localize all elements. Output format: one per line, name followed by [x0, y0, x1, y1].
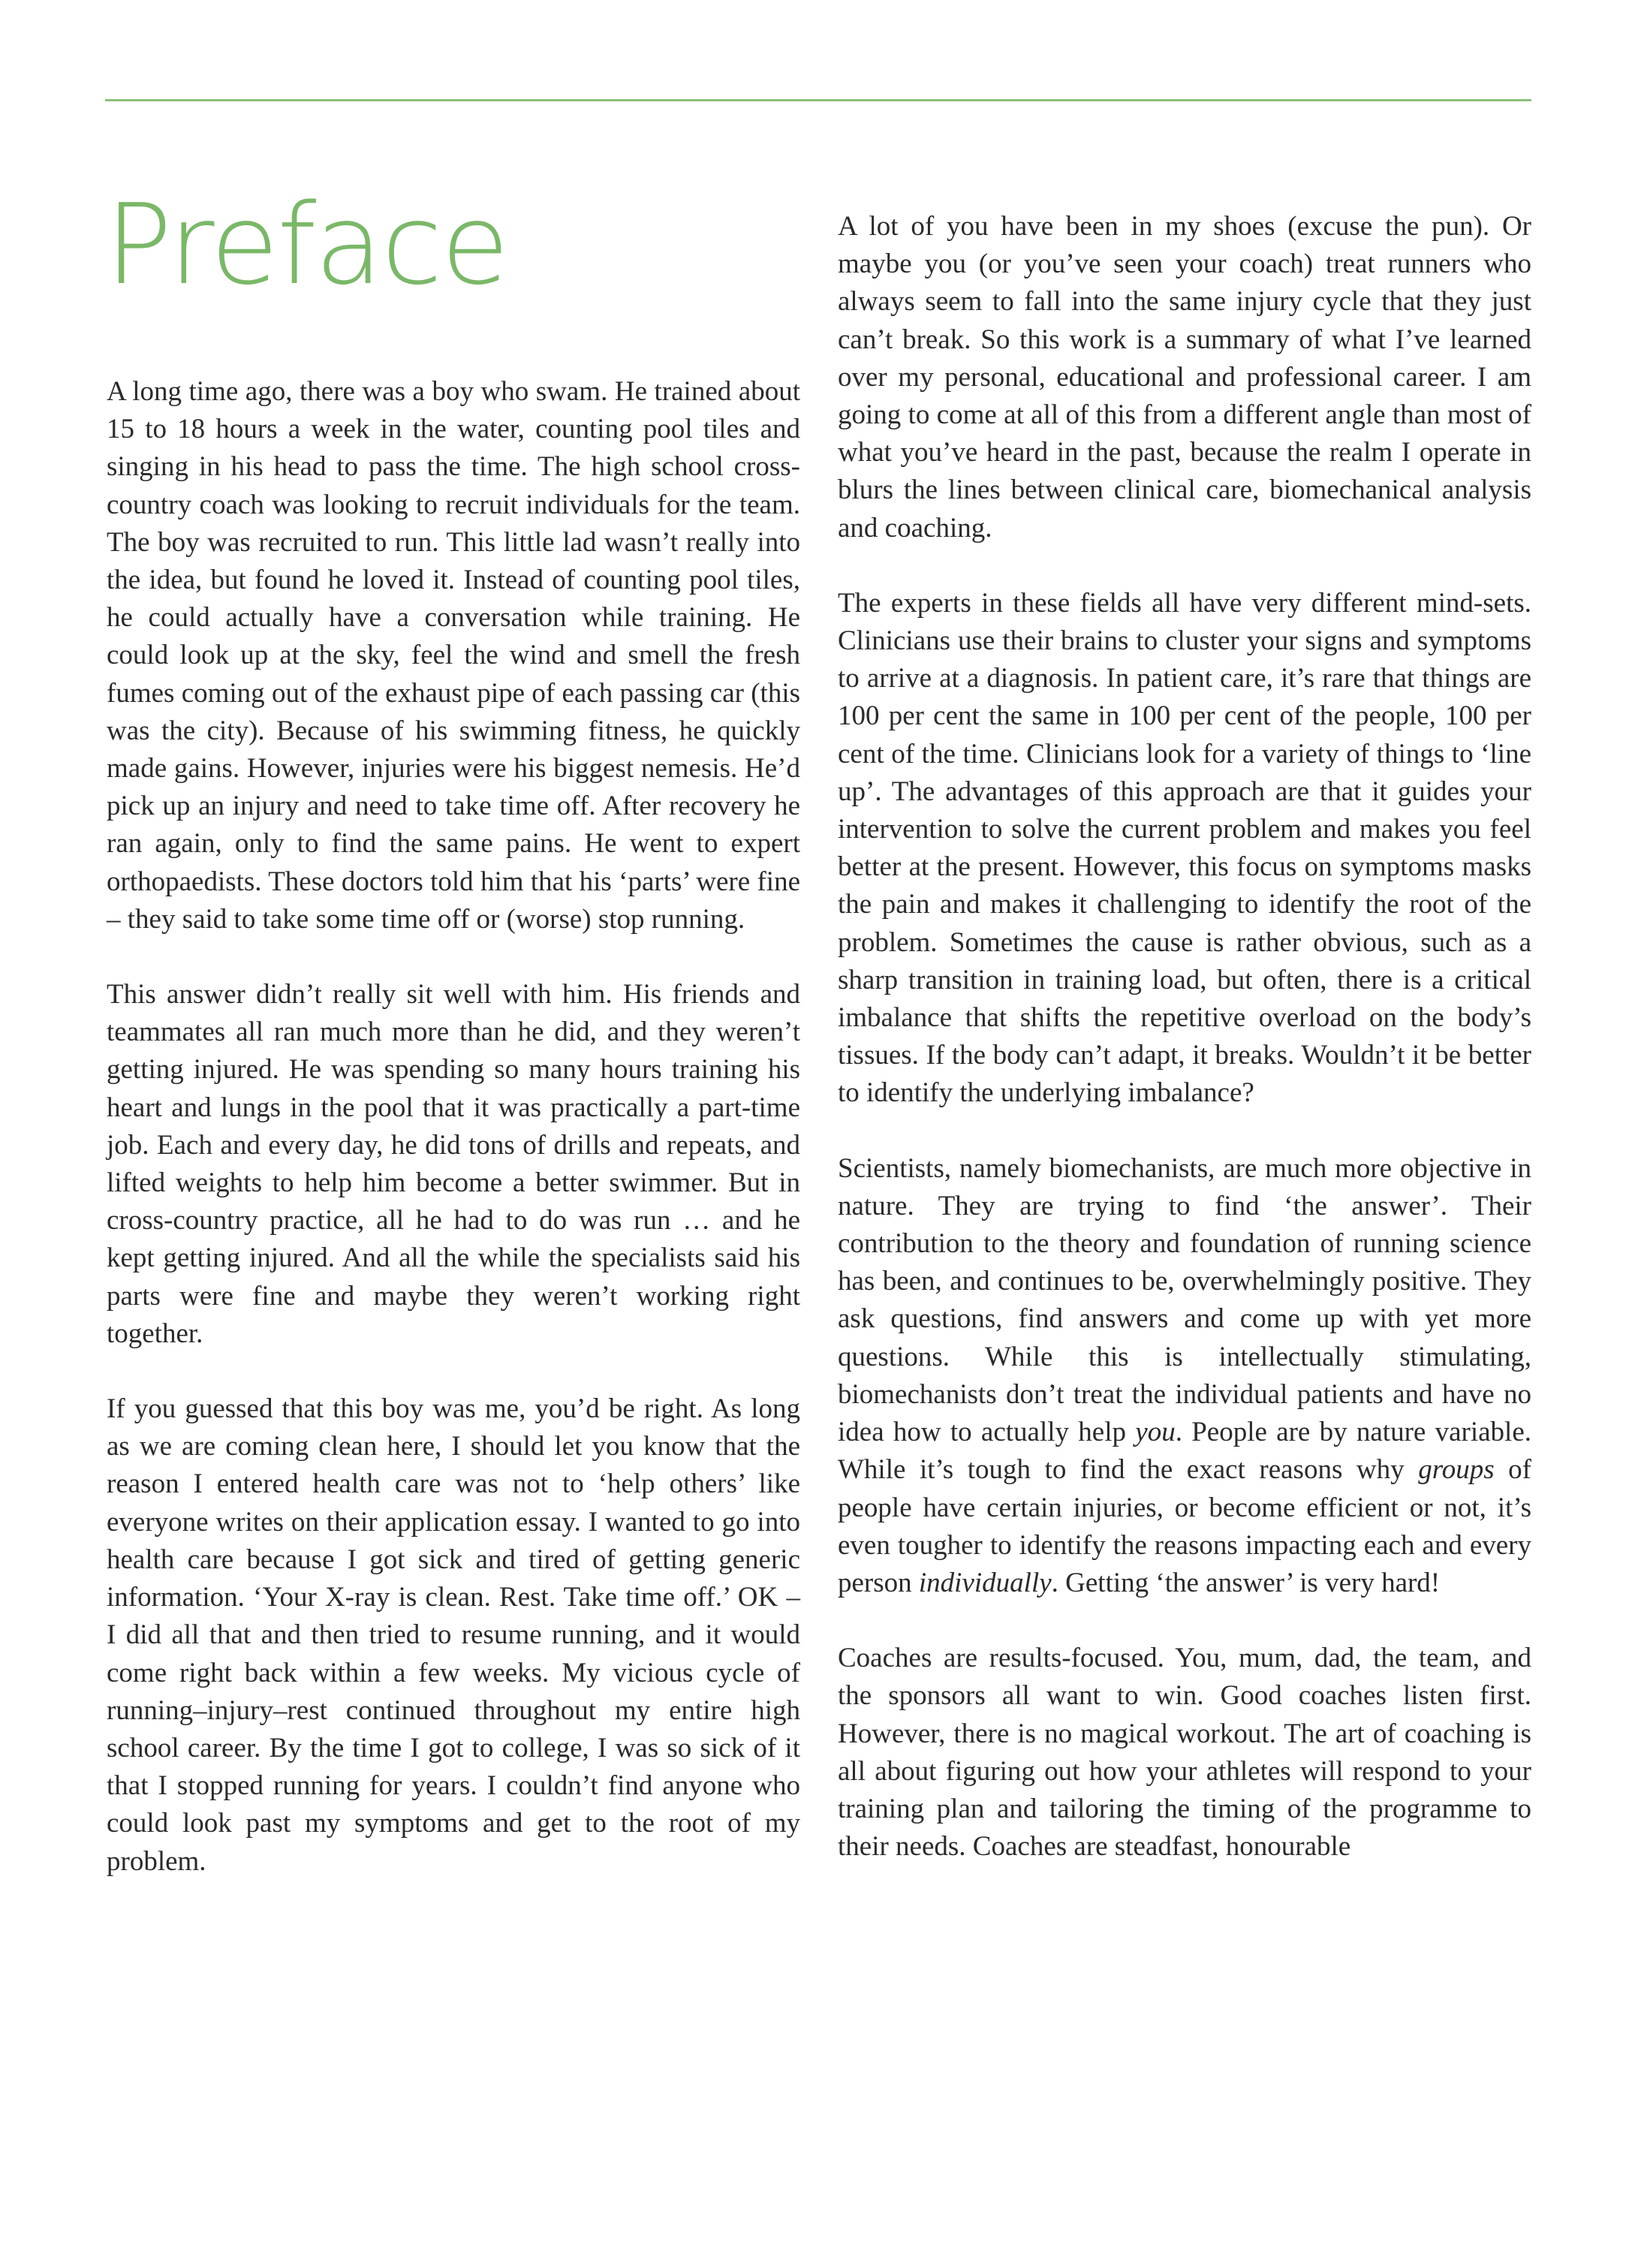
- emphasis-individually: individually: [918, 1567, 1052, 1598]
- text-run: Scientists, namely biomechanists, are much more objective in nature. They are trying to find ‘the answer’. Their contribution to the theory and foundation of running science has been, and continues to be, overwhelmingly positive. They ask questions, find answers and come up with yet more questions. While this is intellectually stimulating, biomechanists don’t treat the individual patients and have no idea how to actually help: [838, 1152, 1531, 1448]
- left-column: [107, 373, 800, 1881]
- paragraph: A long time ago, there was a boy who swam. He trained about 15 to 18 hours a week in the water, counting pool tiles and singing in his head to pass the time. The high school cross-country coach was looking to recruit individuals for the team. The boy was recruited to run. This little lad wasn’t really into the idea, but found he loved it. Instead of counting pool tiles, he could actually have a conversation while training. He could look up at the sky, feel the wind and smell the fresh fumes coming out of the exhaust pipe of each passing car (this was the city). Because of his swimming fitness, he quickly made gains. However, injuries were his biggest nemesis. He’d pick up an injury and need to take time off. After recovery he ran again, only to find the same pains. He went to expert orthopaedists. These doctors told him that his ‘parts’ were fine – they said to take some time off or (worse) stop running.: [107, 376, 800, 935]
- emphasis-you: you: [1135, 1417, 1176, 1448]
- text-run: of people have certain injuries, or become efficient or not, it’s even tougher to identify the reasons impacting each and every person: [838, 1454, 1531, 1598]
- paragraph: A lot of you have been in my shoes (excuse the pun). Or maybe you (or you’ve seen your coach) treat runners who always seem to fall into the same injury cycle that they just can’t break. So this work is a summary of what I’ve learned over my personal, educational and professional career. I am going to come at all of this from a different angle than most of what you’ve heard in the past, because the realm I operate in blurs the lines between clinical care, biomechanical analysis and coaching.: [838, 211, 1531, 544]
- paragraph: Coaches are results-focused. You, mum, dad, the team, and the sponsors all want to win. Good coaches listen first. However, there is no magical workout. The art of coaching is all about figuring out how your athletes will respond to your training plan and tailoring the timing of the programme to their needs. Coaches are steadfast, honourable: [838, 1643, 1531, 1863]
- emphasis-groups: groups: [1418, 1454, 1495, 1486]
- paragraph: The experts in these fields all have very different mind-sets. Clinicians use their brains to cluster your signs and symptoms to arrive at a diagnosis. In patient care, it’s rare that things are 100 per cent the same in 100 per cent of the people, 100 per cent of the time. Clinicians look for a variety of things to ‘line up’. The advantages of this approach are that it guides your intervention to solve the current problem and makes you feel better at the present. However, this focus on symptoms masks the pain and makes it challenging to identify the root of the problem. Sometimes the cause is rather obvious, such as a sharp transition in training load, but often, there is a critical imbalance that shifts the repetitive overload on the body’s tissues. If the body can’t adapt, it breaks. Wouldn’t it be better to identify the underlying imbalance?: [838, 587, 1531, 1109]
- paragraph: This answer didn’t really sit well with him. His friends and teammates all ran much more than he did, and they weren’t getting injured. He was spending so many hours training his heart and lungs in the pool that it was practically a part-time job. Each and every day, he did tons of drills and repeats, and lifted weights to help him become a better swimmer. But in cross-country practice, all he had to do was run … and he kept getting injured. And all the while the specialists said his parts were fine and maybe they weren’t working right together.: [107, 979, 800, 1349]
- text-run: . Getting ‘the answer’ is very hard!: [1051, 1567, 1441, 1598]
- right-column: [838, 208, 1531, 1866]
- paragraph: [838, 1150, 1531, 1602]
- paragraph: If you guessed that this boy was me, you’d be right. As long as we are coming clean here, I should let you know that the reason I entered health care was not to ‘help others’ like everyone writes on their application essay. I wanted to go into health care because I got sick and tired of getting generic information. ‘Your X-ray is clean. Rest. Take time off.’ OK – I did all that and then tried to resume running, and it would come right back within a few weeks. My vicious cycle of running–injury–rest continued throughout my entire high school career. By the time I got to college, I was so sick of it that I stopped running for years. I couldn’t find anyone who could look past my symptoms and get to the root of my problem.: [107, 1393, 800, 1877]
- header-rule: [105, 99, 1531, 101]
- page-title: Preface: [105, 180, 508, 309]
- text-run: . People are by nature variable. While it’s tough to find the exact reasons why: [838, 1417, 1531, 1486]
